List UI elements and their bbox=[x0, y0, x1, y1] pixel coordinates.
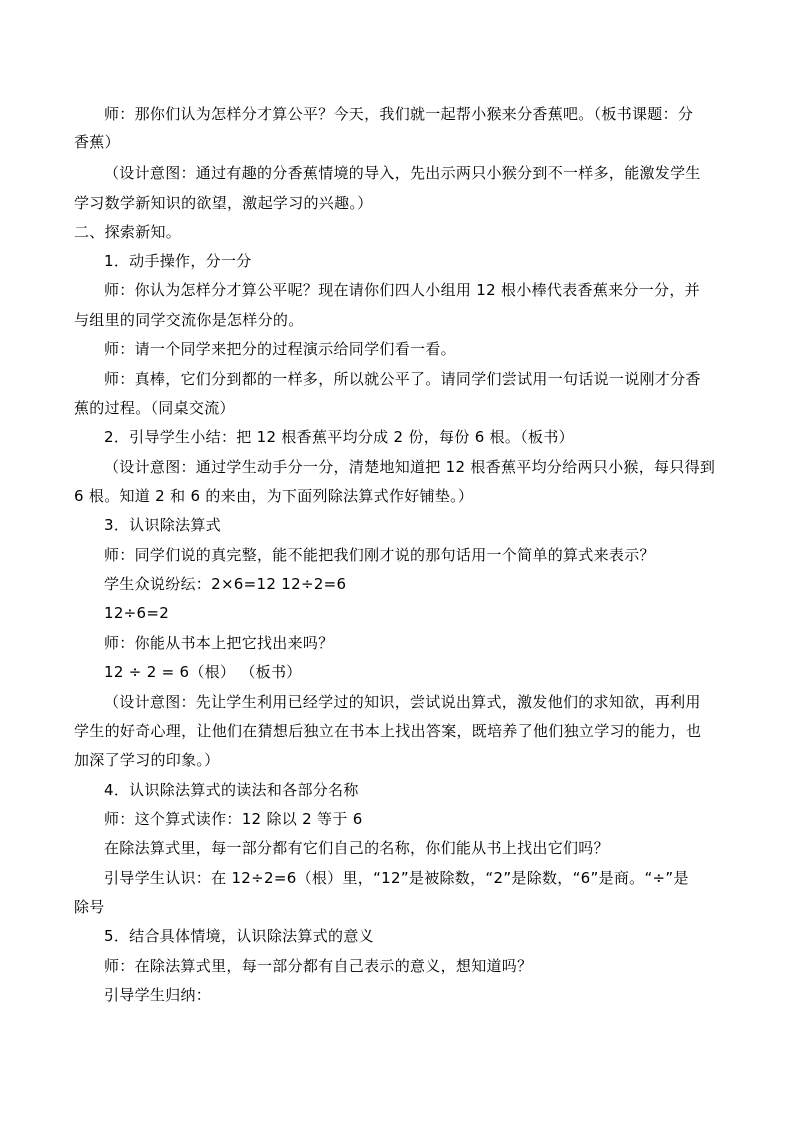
subheading-2: 2．引导学生小结：把 12 根香蕉平均分成 2 份，每份 6 根。（板书） bbox=[104, 428, 574, 446]
subheading-4: 4．认识除法算式的读法和各部分名称 bbox=[104, 781, 359, 799]
text-line-10: 师：真棒，它们分到都的一样多，所以就公平了。请同学们尝试用一句话说一说刚才分香 bbox=[104, 370, 701, 388]
subheading-3: 3．认识除法算式 bbox=[104, 516, 221, 534]
equation-line: 12 ÷ 2 = 6（根） （板书） bbox=[104, 663, 302, 681]
text-line-13: （设计意图：通过学生动手分一分，清楚地知道把 12 根香蕉平均分给两只小猴，每只得到 bbox=[104, 458, 716, 476]
text-line-22: 学生的好奇心理，让他们在猜想后独立在书本上找出答案，既培养了他们独立学习的能力，也 bbox=[74, 722, 702, 740]
text-line-31: 引导学生归纳： bbox=[104, 986, 212, 1004]
text-line-11: 蕉的过程。（同桌交流） bbox=[74, 399, 235, 417]
text-line-3: （设计意图：通过有趣的分香蕉情境的导入，先出示两只小猴分到不一样多，能激发学生 bbox=[104, 164, 701, 182]
text-line-18: 12÷6=2 bbox=[104, 604, 170, 622]
text-line-7: 师：你认为怎样分才算公平呢？现在请你们四人小组用 12 根小棒代表香蕉来分一分，并 bbox=[104, 281, 700, 299]
text-line-17: 学生众说纷纭：2×6=12 12÷2=6 bbox=[104, 575, 347, 593]
text-line-30: 师：在除法算式里，每一部分都有自己表示的意义，想知道吗？ bbox=[104, 957, 533, 975]
text-line-2: 香蕉） bbox=[74, 133, 120, 151]
text-line-25: 师：这个算式读作：12 除以 2 等于 6 bbox=[104, 810, 363, 828]
text-line-28: 除号 bbox=[74, 898, 105, 916]
text-line-8: 与组里的同学交流你是怎样分的。 bbox=[74, 311, 304, 329]
text-line-14: 6 根。知道 2 和 6 的来由，为下面列除法算式作好铺垫。） bbox=[74, 487, 474, 505]
text-line-27: 引导学生认识：在 12÷2=6（根）里，“12”是被除数，“2”是除数，“6”是商。“÷”是 bbox=[104, 869, 689, 887]
text-line-4: 学习数学新知识的欲望，激起学习的兴趣。） bbox=[74, 194, 373, 212]
text-line-16: 师：同学们说的真完整，能不能把我们刚才说的那句话用一个简单的算式来表示？ bbox=[104, 546, 655, 564]
text-line-9: 师：请一个同学来把分的过程演示给同学们看一看。 bbox=[104, 340, 456, 358]
subheading-1: 1．动手操作，分一分 bbox=[104, 252, 252, 270]
subheading-5: 5．结合具体情境，认识除法算式的意义 bbox=[104, 927, 374, 945]
section-heading: 二、探索新知。 bbox=[74, 223, 182, 241]
text-line-23: 加深了学习的印象。） bbox=[74, 751, 220, 769]
text-line-19: 师：你能从书本上把它找出来吗？ bbox=[104, 634, 334, 652]
text-line-21: （设计意图：先让学生利用已经学过的知识，尝试说出算式，激发他们的求知欲，再利用 bbox=[104, 693, 701, 711]
text-line-26: 在除法算式里，每一部分都有它们自己的名称，你们能从书上找出它们吗？ bbox=[104, 839, 609, 857]
text-line-1: 师：那你们认为怎样分才算公平？今天，我们就一起帮小猴来分香蕉吧。（板书课题：分 bbox=[104, 105, 694, 123]
